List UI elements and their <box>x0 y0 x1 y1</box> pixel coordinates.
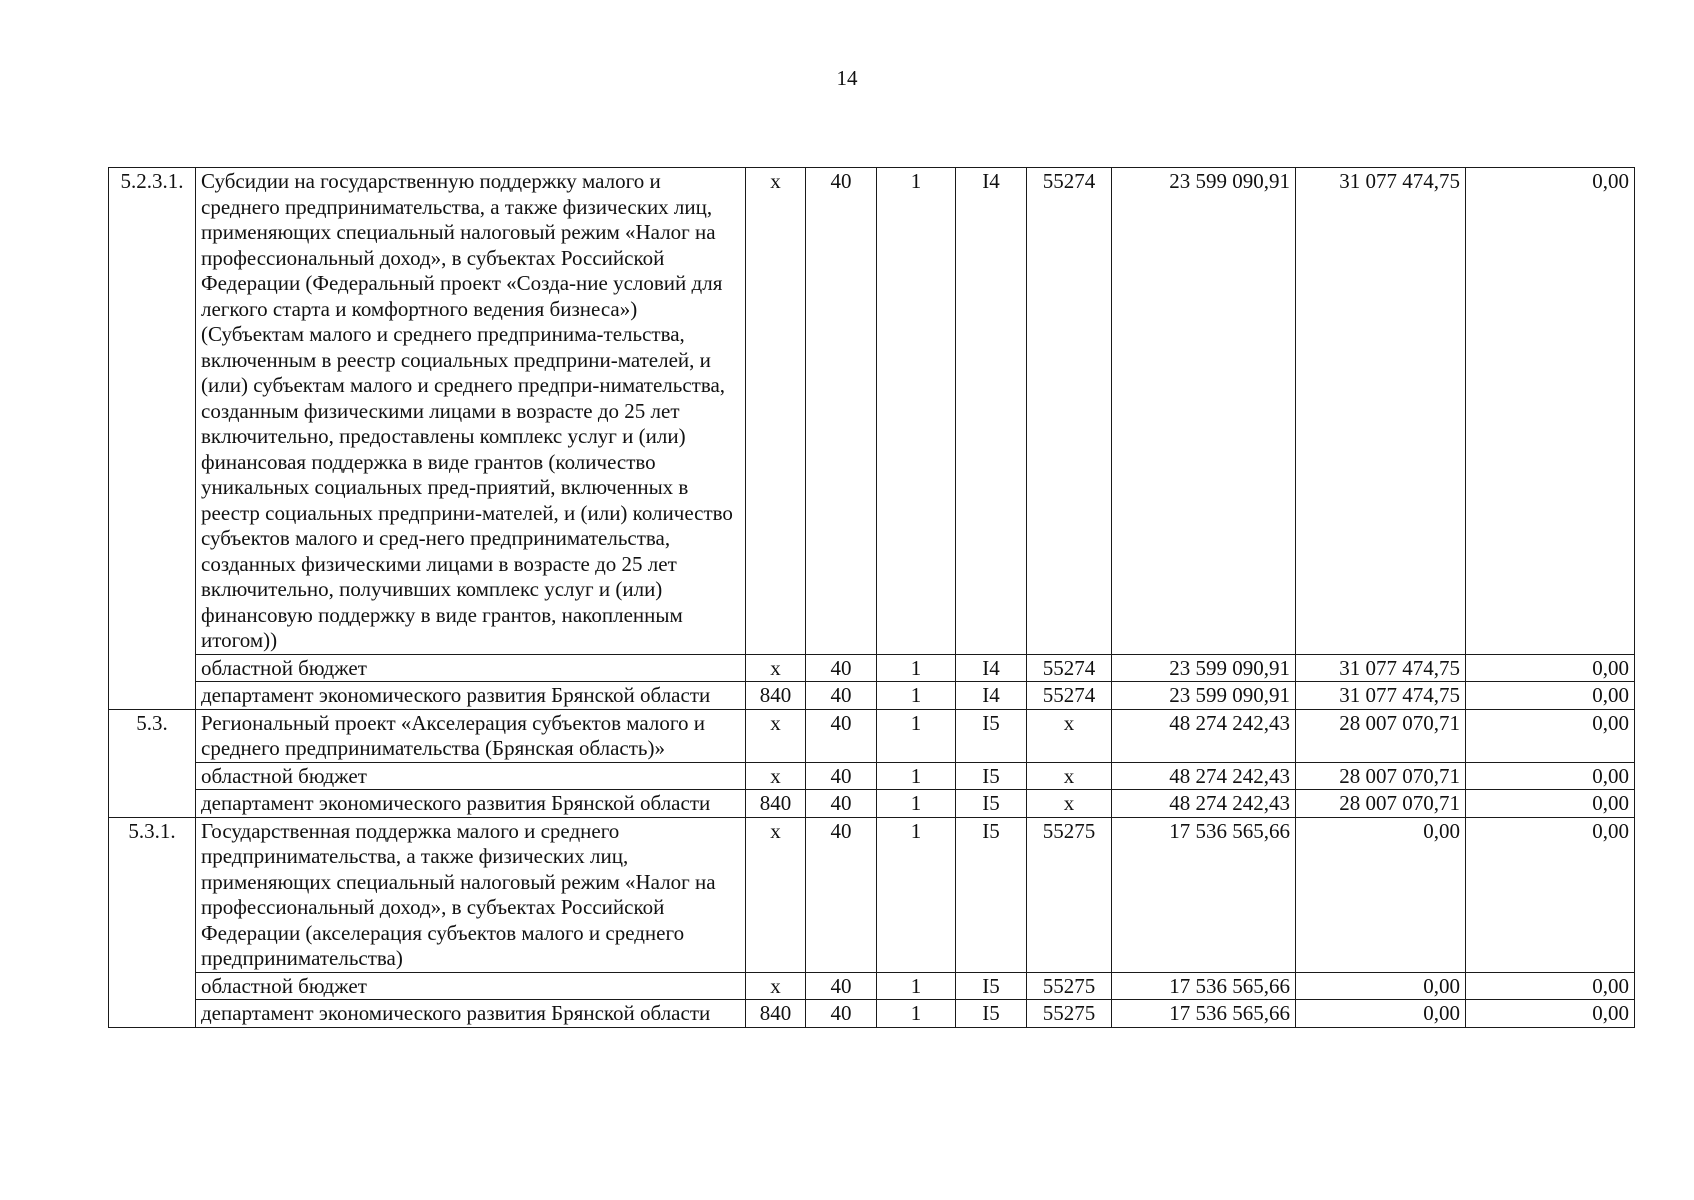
amount-year3-cell: 0,00 <box>1466 709 1635 762</box>
grbs-cell: 840 <box>746 1000 806 1028</box>
budget-table <box>108 167 1635 1028</box>
rz-cell: 40 <box>806 762 877 790</box>
amount-year1-cell: 17 536 565,66 <box>1112 1000 1296 1028</box>
rz-cell: 40 <box>806 654 877 682</box>
pr-cell: 1 <box>877 682 956 710</box>
row-name-cell: областной бюджет <box>196 762 746 790</box>
amount-year3-cell: 0,00 <box>1466 682 1635 710</box>
rz-cell: 40 <box>806 168 877 655</box>
amount-year3-cell: 0,00 <box>1466 1000 1635 1028</box>
page-number: 14 <box>836 66 858 90</box>
amount-year3-cell: 0,00 <box>1466 168 1635 655</box>
row-name-cell: Региональный проект «Акселерация субъектов малого и среднего предпринимательства (Брянская область)» <box>196 709 746 762</box>
row-number-cell: 5.3.1. <box>109 817 196 1027</box>
row-number-cell: 5.2.3.1. <box>109 168 196 710</box>
grbs-cell: х <box>746 762 806 790</box>
rz-cell: 40 <box>806 817 877 972</box>
table-row <box>109 762 1635 790</box>
amount-year1-cell: 17 536 565,66 <box>1112 817 1296 972</box>
amount-year2-cell: 0,00 <box>1296 972 1466 1000</box>
rz-cell: 40 <box>806 682 877 710</box>
table-row <box>109 1000 1635 1028</box>
csr-direction-cell: 55274 <box>1027 654 1112 682</box>
csr-direction-cell: 55275 <box>1027 817 1112 972</box>
rz-cell: 40 <box>806 1000 877 1028</box>
pr-cell: 1 <box>877 654 956 682</box>
csr-direction-cell: х <box>1027 762 1112 790</box>
grbs-cell: х <box>746 709 806 762</box>
csr-program-cell: I5 <box>956 790 1027 818</box>
table-row <box>109 654 1635 682</box>
amount-year3-cell: 0,00 <box>1466 790 1635 818</box>
csr-direction-cell: х <box>1027 709 1112 762</box>
csr-program-cell: I5 <box>956 1000 1027 1028</box>
pr-cell: 1 <box>877 168 956 655</box>
row-name-cell: Государственная поддержка малого и среднего предпринимательства, а также физических лиц, применяющих специальный налоговый режим «Налог на профессиональный доход», в субъектах Российской Федерации (акселерация субъектов малого и среднего предпринимательства) <box>196 817 746 972</box>
pr-cell: 1 <box>877 1000 956 1028</box>
row-name-cell: областной бюджет <box>196 972 746 1000</box>
pr-cell: 1 <box>877 709 956 762</box>
amount-year1-cell: 48 274 242,43 <box>1112 709 1296 762</box>
amount-year2-cell: 31 077 474,75 <box>1296 168 1466 655</box>
amount-year2-cell: 28 007 070,71 <box>1296 762 1466 790</box>
row-name-cell: департамент экономического развития Брянской области <box>196 790 746 818</box>
amount-year2-cell: 28 007 070,71 <box>1296 709 1466 762</box>
grbs-cell: х <box>746 654 806 682</box>
csr-direction-cell: 55274 <box>1027 168 1112 655</box>
row-name-cell: департамент экономического развития Брянской области <box>196 1000 746 1028</box>
csr-direction-cell: х <box>1027 790 1112 818</box>
table-row <box>109 682 1635 710</box>
pr-cell: 1 <box>877 817 956 972</box>
csr-program-cell: I4 <box>956 168 1027 655</box>
amount-year3-cell: 0,00 <box>1466 762 1635 790</box>
grbs-cell: х <box>746 817 806 972</box>
row-number-cell: 5.3. <box>109 709 196 817</box>
amount-year3-cell: 0,00 <box>1466 972 1635 1000</box>
table-row <box>109 790 1635 818</box>
row-name-cell: Субсидии на государственную поддержку малого и среднего предпринимательства, а также физических лиц, применяющих специальный налоговый режим «Налог на профессиональный доход», в субъектах Российской Федерации (Федеральный проект «Созда-ние условий для легкого старта и комфортного ведения бизнеса») (Субъектам малого и среднего предпринима-тельства, включенным в реестр социальных предприни-мателей, и (или) субъектам малого и среднего предпри-нимательства, созданным физическими лицами в возрасте до 25 лет включительно, предоставлены комплекс услуг и (или) финансовая поддержка в виде грантов (количество уникальных социальных пред-приятий, включенных в реестр социальных предприни-мателей, и (или) количество субъектов малого и сред-него предпринимательства, созданных физическими лицами в возрасте до 25 лет включительно, получивших комплекс услуг и (или) финансовую поддержку в виде грантов, накопленным итогом)) <box>196 168 746 655</box>
table-row <box>109 168 1635 655</box>
grbs-cell: х <box>746 972 806 1000</box>
amount-year2-cell: 28 007 070,71 <box>1296 790 1466 818</box>
csr-direction-cell: 55275 <box>1027 972 1112 1000</box>
amount-year3-cell: 0,00 <box>1466 654 1635 682</box>
csr-program-cell: I5 <box>956 817 1027 972</box>
amount-year1-cell: 23 599 090,91 <box>1112 168 1296 655</box>
amount-year2-cell: 0,00 <box>1296 1000 1466 1028</box>
pr-cell: 1 <box>877 972 956 1000</box>
rz-cell: 40 <box>806 709 877 762</box>
grbs-cell: 840 <box>746 682 806 710</box>
amount-year2-cell: 31 077 474,75 <box>1296 682 1466 710</box>
amount-year1-cell: 23 599 090,91 <box>1112 682 1296 710</box>
csr-direction-cell: 55274 <box>1027 682 1112 710</box>
csr-program-cell: I5 <box>956 972 1027 1000</box>
pr-cell: 1 <box>877 790 956 818</box>
rz-cell: 40 <box>806 972 877 1000</box>
grbs-cell: х <box>746 168 806 655</box>
amount-year2-cell: 31 077 474,75 <box>1296 654 1466 682</box>
amount-year1-cell: 48 274 242,43 <box>1112 790 1296 818</box>
csr-program-cell: I5 <box>956 709 1027 762</box>
table-row <box>109 709 1635 762</box>
pr-cell: 1 <box>877 762 956 790</box>
amount-year1-cell: 17 536 565,66 <box>1112 972 1296 1000</box>
amount-year3-cell: 0,00 <box>1466 817 1635 972</box>
table-row <box>109 817 1635 972</box>
csr-program-cell: I4 <box>956 682 1027 710</box>
amount-year2-cell: 0,00 <box>1296 817 1466 972</box>
rz-cell: 40 <box>806 790 877 818</box>
table-row <box>109 972 1635 1000</box>
amount-year1-cell: 48 274 242,43 <box>1112 762 1296 790</box>
row-name-cell: департамент экономического развития Брянской области <box>196 682 746 710</box>
row-name-cell: областной бюджет <box>196 654 746 682</box>
csr-program-cell: I5 <box>956 762 1027 790</box>
amount-year1-cell: 23 599 090,91 <box>1112 654 1296 682</box>
grbs-cell: 840 <box>746 790 806 818</box>
csr-program-cell: I4 <box>956 654 1027 682</box>
csr-direction-cell: 55275 <box>1027 1000 1112 1028</box>
